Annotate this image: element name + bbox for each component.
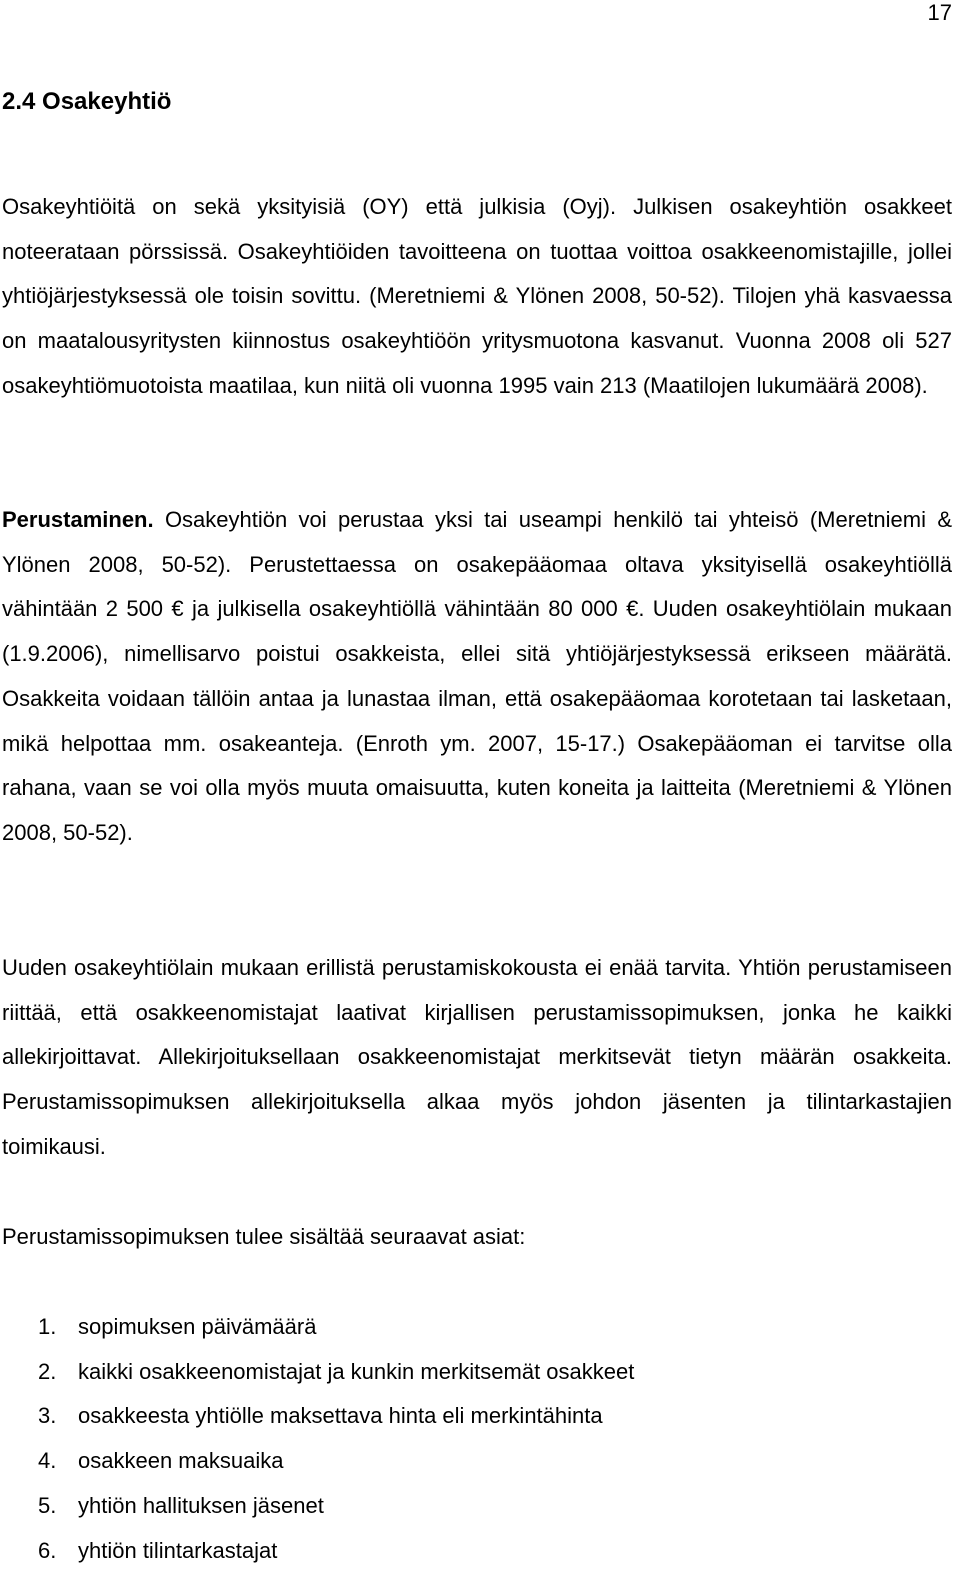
list-item (38, 1484, 634, 1529)
list-item-text: yhtiön tilintarkastajat (78, 1537, 278, 1563)
list-item (38, 1439, 634, 1484)
paragraph-new-law: Uuden osakeyhtiölain mukaan erillistä perustamiskokousta ei enää tarvita. Yhtiön perustamiseen riittää, että osakkeenomistajat laativat kirjallisen perustamissopimuksen, jonka he kaikki allekirjoittavat. Allekirjoituksellaan osakkeenomistajat merkitsevät tietyn määrän osakkeita. Perustamissopimuksen allekirjoituksella alkaa myös johdon jäsenten ja tilintarkastajien toimikausi. (2, 955, 952, 1159)
section-title: 2.4 Osakeyhtiö (2, 88, 172, 115)
page-number: 17 (927, 0, 952, 25)
list-item-text: kaikki osakkeenomistajat ja kunkin merkitsemät osakkeet (78, 1358, 635, 1384)
list-item-number: 1. (38, 1314, 57, 1339)
list-item-number: 3. (38, 1403, 57, 1429)
paragraph-founding-text: Osakeyhtiön voi perustaa yksi tai useampi henkilö tai yhteisö (Meretniemi & Ylönen 2008, 50-52). Perustettaessa on osakepääomaa oltava yksityisellä osakeyhtiöllä vähintään 2 500 € ja julkisella osakeyhtiöllä vähintään 80 000 €. Uuden osakeyhtiölain mukaan (1.9.2006), nimellisarvo poistui osakkeista, ellei sitä yhtiöjärjestyksessä erikseen määrätä. Osakkeita voidaan tällöin antaa ja lunastaa ilman, että osakepääomaa korotetaan tai lasketaan, mikä helpottaa mm. osakeanteja. (Enroth ym. 2007, 15-17.) Osakepääoman ei tarvitse olla rahana, vaan se voi olla myös muuta omaisuutta, kuten koneita ja laitteita (Meretniemi & Ylönen 2008, 50-52). (2, 507, 952, 845)
paragraph-list-intro: Perustamissopimuksen tulee sisältää seuraavat asiat: (2, 1224, 526, 1249)
list-item (38, 1350, 634, 1395)
list-item (38, 1305, 634, 1350)
list-item-number: 5. (38, 1492, 57, 1518)
list-item-number: 2. (38, 1358, 57, 1384)
list-item-text: osakkeesta yhtiölle maksettava hinta eli merkintähinta (78, 1403, 603, 1429)
paragraph-lead-term: Perustaminen. (2, 507, 154, 532)
list-item-number: 6. (38, 1537, 57, 1563)
list-item-number: 4. (38, 1448, 57, 1474)
list-item (38, 1529, 634, 1574)
founding-agreement-list (38, 1305, 634, 1573)
list-item-text: sopimuksen päivämäärä (78, 1314, 317, 1339)
list-item-text: osakkeen maksuaika (78, 1448, 284, 1474)
list-item (38, 1394, 634, 1439)
paragraph-founding (2, 498, 952, 856)
paragraph-intro: Osakeyhtiöitä on sekä yksityisiä (OY) että julkisia (Oyj). Julkisen osakeyhtiön osakkeet noteerataan pörssissä. Osakeyhtiöiden tavoitteena on tuottaa voittoa osakkeenomistajille, jollei yhtiöjärjestyksessä ole toisin sovittu. (Meretniemi & Ylönen 2008, 50-52). Tilojen yhä kasvaessa on maatalousyritysten kiinnostus osakeyhtiöön yritysmuotona kasvanut. Vuonna 2008 oli 527 osakeyhtiömuotoista maatilaa, kun niitä oli vuonna 1995 vain 213 (Maatilojen lukumäärä 2008). (2, 194, 952, 398)
list-item-text: yhtiön hallituksen jäsenet (78, 1492, 324, 1518)
